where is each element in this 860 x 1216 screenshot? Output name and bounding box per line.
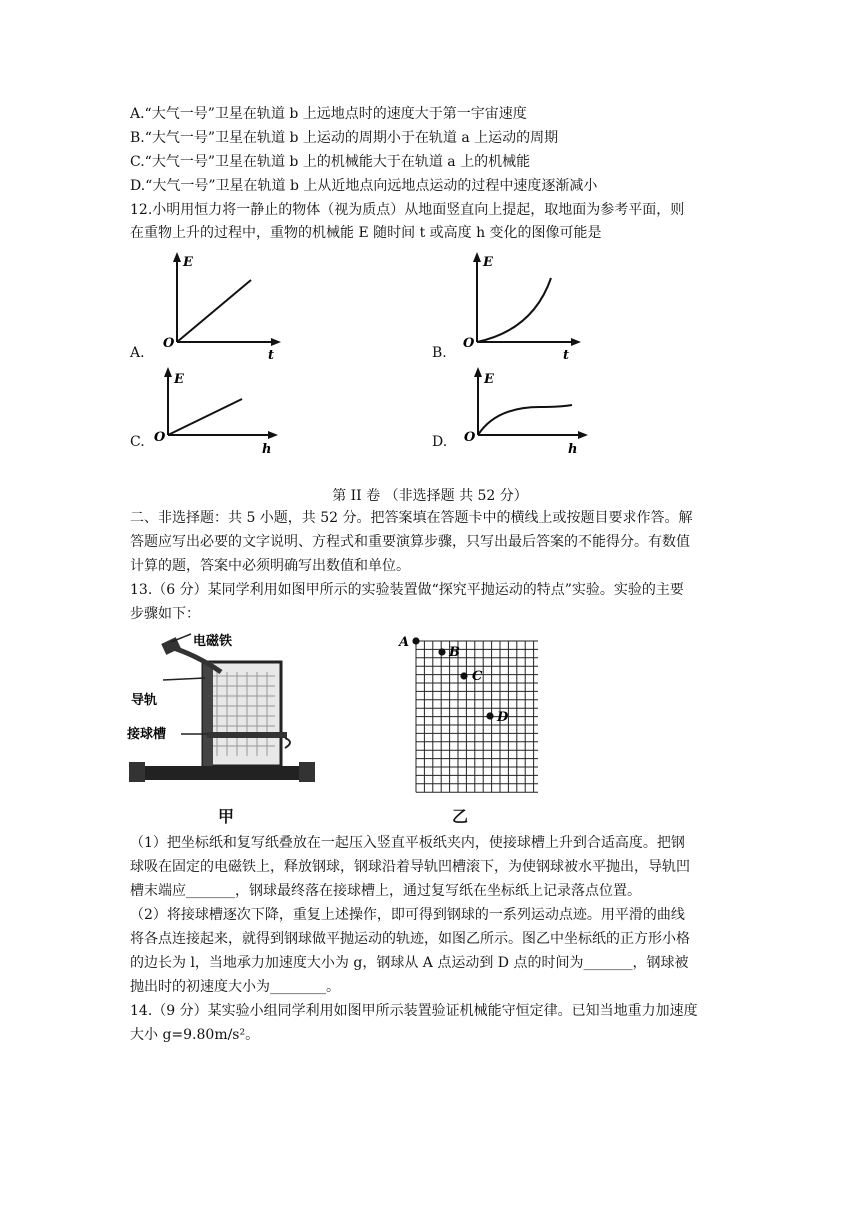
apparatus-figure [125, 628, 335, 798]
point-d [486, 712, 493, 719]
graph-b-x-axis: t [563, 348, 570, 363]
q11-option-b: B.“大气一号”卫星在轨道 b 上运动的周期小于在轨道 a 上运动的周期 [130, 130, 559, 146]
q13-step1-line2: 球吸在固定的电磁铁上，释放钢球，钢球沿着导轨凹槽滚下，为使钢球被水平抛出，导轨凹 [130, 859, 690, 875]
q14-line1: 14.（9 分）某实验小组同学利用如图甲所示装置验证机械能守恒定律。已知当地重力加速度 [130, 1003, 698, 1019]
graph-d-origin: O [464, 430, 476, 445]
q13-step2-line2: 将各点连接起来，就得到钢球做平抛运动的轨迹，如图乙所示。图乙中坐标纸的正方形小格 [130, 931, 690, 947]
graph-a-label: A. [130, 345, 145, 361]
q11-option-d: D.“大气一号”卫星在轨道 b 上从近地点向远地点运动的过程中速度逐渐减小 [130, 178, 598, 194]
graph-b-y-axis: E [483, 255, 493, 270]
caption-jia: 甲 [218, 807, 235, 826]
graph-b-label: B. [432, 345, 447, 361]
graph-d-y-axis: E [484, 372, 494, 387]
point-b-label: B [449, 645, 460, 660]
grid-figure [398, 628, 538, 798]
point-b [438, 648, 445, 655]
graph-a-x-axis: t [268, 348, 275, 363]
section2-line2: 答题应写出必要的文字说明、方程式和重要演算步骤，只写出最后答案的不能得分。有数值 [130, 534, 690, 550]
point-a-label: A [399, 635, 410, 650]
point-c [460, 672, 467, 679]
graph-c [150, 365, 280, 455]
graph-d-label: D. [432, 434, 448, 450]
graph-c-y-axis: E [174, 372, 184, 387]
q12-stem-line2: 在重物上升的过程中，重物的机械能 E 随时间 t 或高度 h 变化的图像可能是 [130, 225, 602, 241]
q13-step2-line3: 的边长为 l，当地承力加速度大小为 g，钢球从 A 点运动到 D 点的时间为_______，钢球被 [130, 955, 689, 971]
graph-c-origin: O [154, 430, 166, 445]
q12-stem-line1: 12.小明用恒力将一静止的物体（视为质点）从地面竖直向上提起，取地面为参考平面，则 [130, 202, 685, 218]
part2-title: 第 II 卷 （非选择题 共 52 分） [332, 488, 528, 504]
graph-c-label: C. [130, 434, 145, 450]
caption-yi: 乙 [452, 807, 469, 826]
q13-step2-line1: （2）将接球槽逐次下降，重复上述操作，即可得到钢球的一系列运动点迹。用平滑的曲线 [130, 907, 685, 923]
q13-step1-line3: 槽末端应_______，钢球最终落在接球槽上，通过复写纸在坐标纸上记录落点位置。 [130, 883, 641, 899]
q13-stem-line1: 13.（6 分）某同学利用如图甲所示的实验装置做“探究平抛运动的特点”实验。实验的主要 [130, 582, 684, 598]
label-rail: 导轨 [131, 693, 158, 708]
label-ball-catcher: 接球槽 [127, 727, 167, 742]
q11-option-c: C.“大气一号”卫星在轨道 b 上的机械能大于在轨道 a 上的机械能 [130, 154, 531, 170]
graph-d [460, 365, 590, 455]
q13-step2-line4: 抛出时的初速度大小为________。 [130, 979, 340, 995]
graph-c-x-axis: h [262, 442, 272, 455]
graph-a-origin: O [163, 336, 175, 351]
section2-line3: 计算的题，答案中必须明确写出数值和单位。 [130, 558, 410, 574]
section2-line1: 二、非选择题：共 5 小题，共 52 分。把答案填在答题卡中的横线上或按题目要求作答。解 [130, 510, 693, 526]
q13-step1-line1: （1）把坐标纸和复写纸叠放在一起压入竖直平板纸夹内，使接球槽上升到合适高度。把钢 [130, 835, 685, 851]
label-electromagnet: 电磁铁 [193, 634, 233, 649]
point-c-label: C [472, 669, 483, 684]
graph-b [455, 250, 585, 365]
q13-stem-line2: 步骤如下： [130, 606, 200, 622]
graph-b-origin: O [463, 336, 475, 351]
q14-line2: 大小 g=9.80m/s²。 [130, 1027, 260, 1043]
point-d-label: D [497, 710, 509, 725]
graph-a [155, 250, 285, 365]
point-a [412, 637, 419, 644]
q11-option-a: A.“大气一号”卫星在轨道 b 上远地点时的速度大于第一宇宙速度 [130, 106, 527, 122]
graph-d-x-axis: h [568, 442, 578, 455]
graph-a-y-axis: E [183, 255, 193, 270]
